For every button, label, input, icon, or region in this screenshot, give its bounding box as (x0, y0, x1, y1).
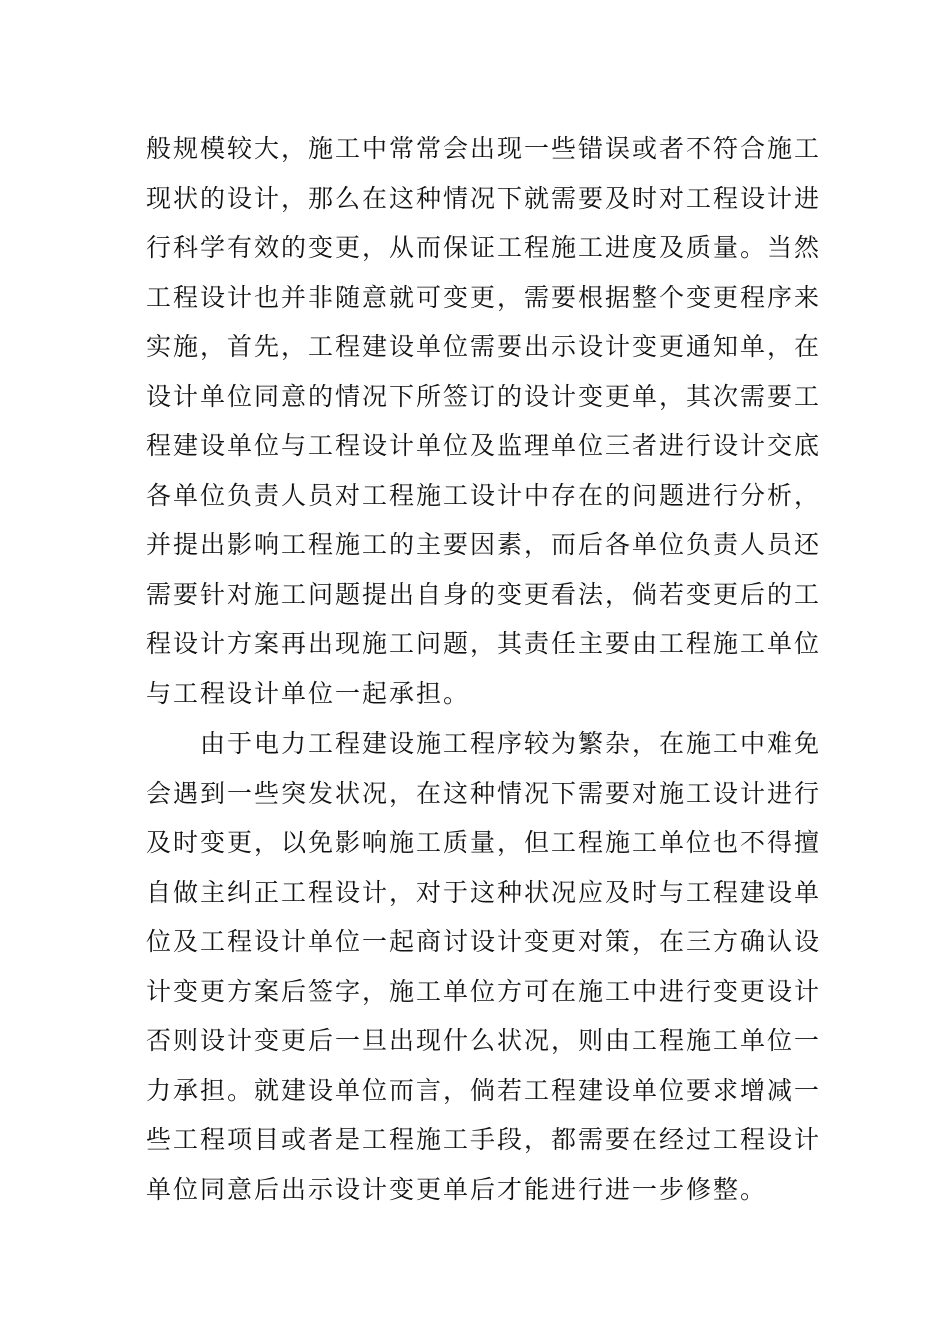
text-line: 需要针对施工问题提出自身的变更看法，倘若变更后的工 (146, 579, 822, 609)
text-line: 行科学有效的变更，从而保证工程施工进度及质量。当然 (146, 233, 822, 262)
text-line: 各单位负责人员对工程施工设计中存在的问题进行分析， (146, 480, 822, 510)
text-line: 自做主纠正工程设计，对于这种状况应及时与工程建设单 (146, 877, 822, 907)
text-line: 程设计方案再出现施工问题，其责任主要由工程施工单位 (146, 629, 822, 658)
text-line: 单位同意后出示设计变更单后才能进行进一步修整。 (146, 1174, 768, 1204)
text-line: 力承担。就建设单位而言，倘若工程建设单位要求增减一 (146, 1075, 822, 1105)
text-line: 般规模较大，施工中常常会出现一些错误或者不符合施工 (146, 134, 822, 163)
text-line: 位及工程设计单位一起商讨设计变更对策，在三方确认设 (146, 927, 822, 956)
text-line: 实施，首先，工程建设单位需要出示设计变更通知单，在 (146, 332, 822, 361)
text-line: 并提出影响工程施工的主要因素，而后各单位负责人员还 (146, 530, 822, 559)
text-line: 工程设计也并非随意就可变更，需要根据整个变更程序来 (146, 282, 822, 312)
text-line: 否则设计变更后一旦出现什么状况，则由工程施工单位一 (146, 1026, 822, 1055)
text-line: 会遇到一些突发状况，在这种情况下需要对施工设计进行 (146, 778, 822, 808)
paragraph-1 (146, 124, 822, 718)
paragraph-2 (146, 719, 822, 1214)
text-line: 计变更方案后签字，施工单位方可在施工中进行变更设计 (146, 976, 822, 1006)
text-line: 与工程设计单位一起承担。 (146, 678, 471, 708)
text-line: 程建设单位与工程设计单位及监理单位三者进行设计交底 (146, 431, 822, 460)
text-line: 及时变更，以免影响施工质量，但工程施工单位也不得擅 (146, 828, 822, 857)
text-line: 由于电力工程建设施工程序较为繁杂，在施工中难免 (146, 729, 822, 758)
text-line: 设计单位同意的情况下所签订的设计变更单，其次需要工 (146, 381, 822, 411)
text-line: 些工程项目或者是工程施工手段，都需要在经过工程设计 (146, 1125, 822, 1154)
text-line: 现状的设计，那么在这种情况下就需要及时对工程设计进 (146, 183, 822, 213)
